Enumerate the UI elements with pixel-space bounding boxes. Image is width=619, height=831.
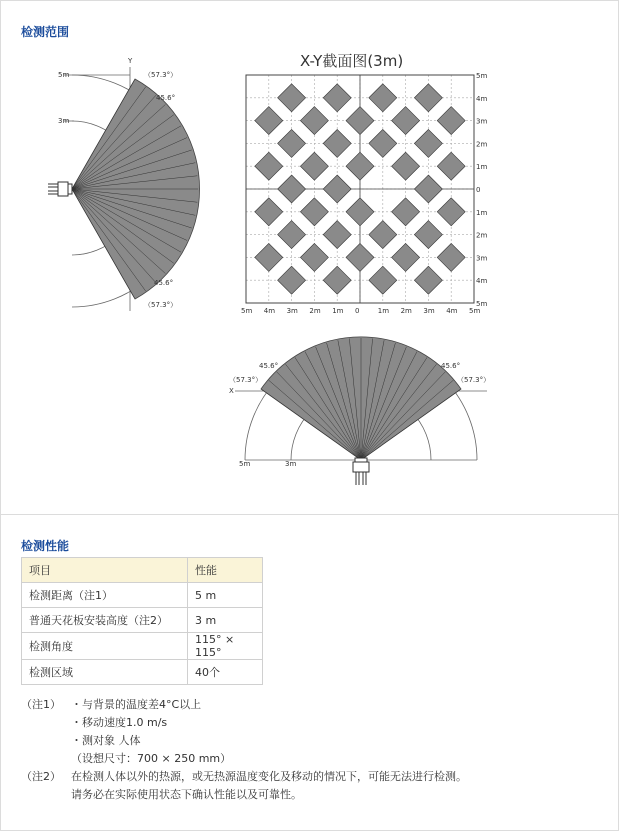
detection-performance-title: 检测性能 [21,539,70,553]
side-angle-bottom-paren: （57.3°） [144,301,178,309]
grid-y-tick: 4m [476,94,488,103]
grid-x-tick: 4m [263,307,276,315]
detection-range-title: 检测范围 [21,25,70,39]
side-angle-bottom: 45.6° [154,279,174,287]
detection-zone [323,266,351,294]
note2-line: 在检测人体以外的热源，或无热源温度变化及移动的情况下，可能无法进行检测。 [71,770,467,783]
note1-line: ・测对象 人体 [71,734,141,747]
grid-x-tick: 5m [469,307,481,315]
detection-zone [278,266,306,294]
side-y-label: Y [128,57,133,65]
section-divider [0,514,619,515]
detection-zone [437,107,465,135]
row-item: 普通天花板安装高度（注2） [22,608,188,633]
sensor-side-icon [48,182,72,196]
front-angle-left-paren: （57.3°） [229,376,263,384]
detection-zone [278,221,306,249]
detection-zone [255,152,283,180]
side-view-diagram [40,55,215,315]
note1-line: ・移动速度1.0 m/s [71,716,168,729]
row-value: 40个 [188,660,263,685]
front-angle-left: 45.6° [259,362,279,370]
detection-zone [346,152,374,180]
note2-tag: （注2） [21,770,61,783]
grid-y-tick: 0 [476,186,481,194]
detection-zone [278,84,306,112]
side-r3-label: 3m [58,117,70,125]
grid-x-tick: 3m [286,307,298,315]
detection-zone [255,243,283,271]
grid-y-tick: 4m [476,277,488,286]
grid-x-tick: 4m [446,307,458,315]
grid-y-tick: 2m [476,231,488,240]
grid-x-tick: 1m [377,307,390,315]
detection-zone [346,107,374,135]
note1-line: ・与背景的温度差4°C以上 [71,698,202,711]
row-value: 5 m [188,583,263,608]
detection-zone [369,84,397,112]
detection-zone [414,175,442,203]
spec-table-header [22,558,263,583]
grid-y-tick: 3m [476,117,488,126]
detection-zone [414,84,442,112]
front-angle-right-paren: （57.3°） [457,376,491,384]
row-item: 检测距离（注1） [22,583,188,608]
spec-table [21,557,263,685]
table-row [22,633,263,660]
detection-zone [300,198,328,226]
side-angle-top-paren: （57.3°） [144,71,178,79]
detection-zone [278,129,306,157]
detection-zone [392,243,420,271]
detection-zone [437,198,465,226]
grid-x-tick: 3m [423,307,435,315]
detection-zone [323,221,351,249]
note2-line: 请务必在实际使用状态下确认性能以及可靠性。 [71,788,302,801]
detection-zone [255,107,283,135]
front-angle-right: 45.6° [441,362,461,370]
detection-zone [323,129,351,157]
row-item: 检测角度 [22,633,188,660]
grid-y-tick: 1m [476,208,488,217]
grid-x-tick: 1m [332,307,344,315]
grid-x-tick: 0 [355,307,360,315]
grid-diagram-title: X-Y截面图(3m) [300,52,404,70]
detection-zone [369,266,397,294]
detection-zone [278,175,306,203]
table-row [22,608,263,633]
grid-x-tick: 2m [400,307,412,315]
detection-zone [437,243,465,271]
header-performance: 性能 [188,558,263,583]
detection-zone [323,175,351,203]
detection-zone [369,221,397,249]
detection-zone [392,107,420,135]
detection-zone [300,152,328,180]
grid-cross-section [240,70,490,315]
detection-zone [255,198,283,226]
grid-y-tick: 5m [476,72,488,80]
grid-y-tick: 3m [476,254,488,263]
sensor-front-icon [353,458,369,485]
detection-zone [300,107,328,135]
grid-y-tick: 2m [476,140,488,149]
side-r5-label: 5m [58,71,70,79]
detection-zone [346,243,374,271]
detection-zone [414,129,442,157]
front-r5-label: 5m [239,460,251,468]
row-item: 检测区域 [22,660,188,685]
front-x-label: X [229,387,234,395]
front-r3-label: 3m [285,460,297,468]
grid-y-tick: 5m [476,300,488,308]
header-item: 项目 [22,558,188,583]
table-row [22,660,263,685]
detection-zone [437,152,465,180]
row-value: 3 m [188,608,263,633]
detection-zone [392,152,420,180]
detection-zone [414,221,442,249]
grid-x-tick: 5m [241,307,253,315]
detection-zone [414,266,442,294]
note1-line: （设想尺寸：700 × 250 mm） [71,752,232,765]
side-angle-top: 45.6° [156,94,176,102]
grid-x-tick: 2m [309,307,321,315]
table-row [22,583,263,608]
detection-zone [392,198,420,226]
detection-zone [346,198,374,226]
row-value: 115° × 115° [188,633,263,660]
detection-zone [369,129,397,157]
detection-zone [323,84,351,112]
detection-zone [300,243,328,271]
note1-tag: （注1） [21,698,61,711]
grid-y-tick: 1m [476,163,488,172]
front-view-diagram [225,335,500,500]
